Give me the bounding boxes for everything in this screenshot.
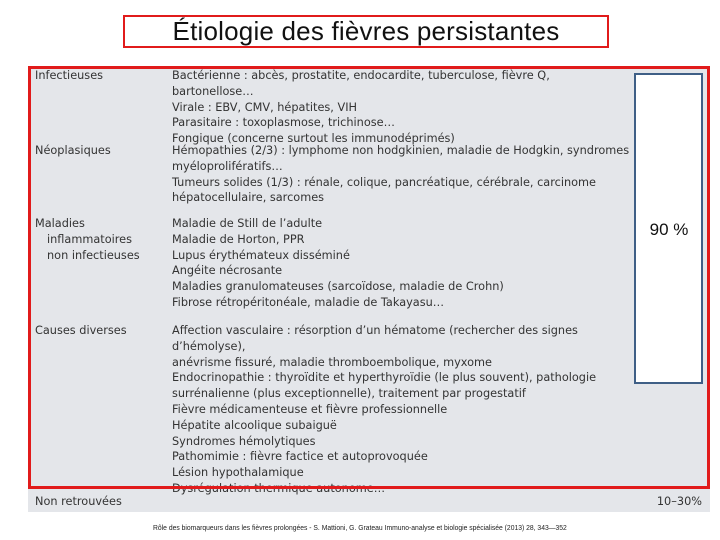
- percentage-label: 90 %: [649, 220, 689, 239]
- percentage-value: 10–30%: [656, 495, 702, 508]
- detail-line: Pathomimie : fièvre factice et autoprovoquée: [172, 450, 428, 464]
- category-label: Maladies: [35, 217, 85, 230]
- row-category: [35, 216, 165, 263]
- detail-line: Hépatite alcoolique subaiguë: [172, 418, 337, 432]
- row-category: [35, 323, 165, 339]
- detail-line: Syndromes hémolytiques: [172, 434, 316, 448]
- detail-line: Bactérienne : abcès, prostatite, endocardite, tuberculose, fièvre Q, bartonellose…: [172, 69, 550, 98]
- category-label: Causes diverses: [35, 324, 127, 337]
- detail-line: Parasitaire : toxoplasmose, trichinose…: [172, 116, 395, 130]
- detail-line: anévrisme fissuré, maladie thromboembolique, myxome: [172, 355, 493, 369]
- detail-line: Endocrinopathie : thyroïdite et hyperthyroïdie (le plus souvent), pathologie: [172, 371, 597, 385]
- detail-line: Hémopathies (2/3) : lymphome non hodgkinien, maladie de Hodgkin, syndromes: [172, 144, 630, 157]
- detail-line: myéloprolifératifs…: [172, 159, 283, 173]
- row-details: [172, 323, 632, 497]
- category-label: Non retrouvées: [35, 495, 122, 508]
- category-label: Infectieuses: [35, 69, 104, 82]
- slide-title: Étiologie des fièvres persistantes: [123, 15, 609, 48]
- detail-line: Angéite nécrosante: [172, 264, 283, 278]
- detail-line: Affection vasculaire : résorption d’un hématome (rechercher des signes d’hémolyse),: [172, 324, 578, 353]
- table-row-non-retrouvees: [28, 492, 710, 512]
- detail-line: Maladie de Still de l’adulte: [172, 217, 323, 230]
- row-category: [35, 68, 165, 84]
- detail-line: Tumeurs solides (1/3) : rénale, colique, pancréatique, cérébrale, carcinome: [172, 175, 596, 189]
- row-category: [35, 143, 165, 159]
- detail-line: Fibrose rétropéritonéale, maladie de Takayasu…: [172, 295, 445, 309]
- source-citation: Rôle des biomarqueurs dans les fièvres prolongées - S. Mattioni, G. Grateau Immuno-analyse et biologie spécialisée (2013) 28, 343—352: [153, 523, 567, 532]
- detail-line: hépatocellulaire, sarcomes: [172, 191, 325, 205]
- row-details: [172, 68, 632, 147]
- row-details: [172, 143, 632, 206]
- detail-line: Virale : EBV, CMV, hépatites, VIH: [172, 100, 358, 114]
- detail-line: Lésion hypothalamique: [172, 466, 304, 480]
- row-details: [172, 216, 632, 311]
- detail-line: Dysrégulation thermique autonome…: [172, 481, 385, 495]
- detail-line: Fièvre médicamenteuse et fièvre professionnelle: [172, 402, 448, 416]
- detail-line: Lupus érythémateux disséminé: [172, 248, 350, 262]
- detail-line: Maladies granulomateuses (sarcoïdose, maladie de Crohn): [172, 280, 504, 294]
- detail-line: Fongique (concerne surtout les immunodéprimés): [172, 132, 455, 146]
- detail-line: Maladie de Horton, PPR: [172, 232, 305, 246]
- category-label: non infectieuses: [47, 248, 140, 262]
- category-label: Néoplasiques: [35, 144, 111, 157]
- detail-line: surrénalienne (plus exceptionnelle), traitement par progestatif: [172, 387, 526, 401]
- category-label: inflammatoires: [47, 232, 132, 246]
- etiology-table: [28, 66, 710, 512]
